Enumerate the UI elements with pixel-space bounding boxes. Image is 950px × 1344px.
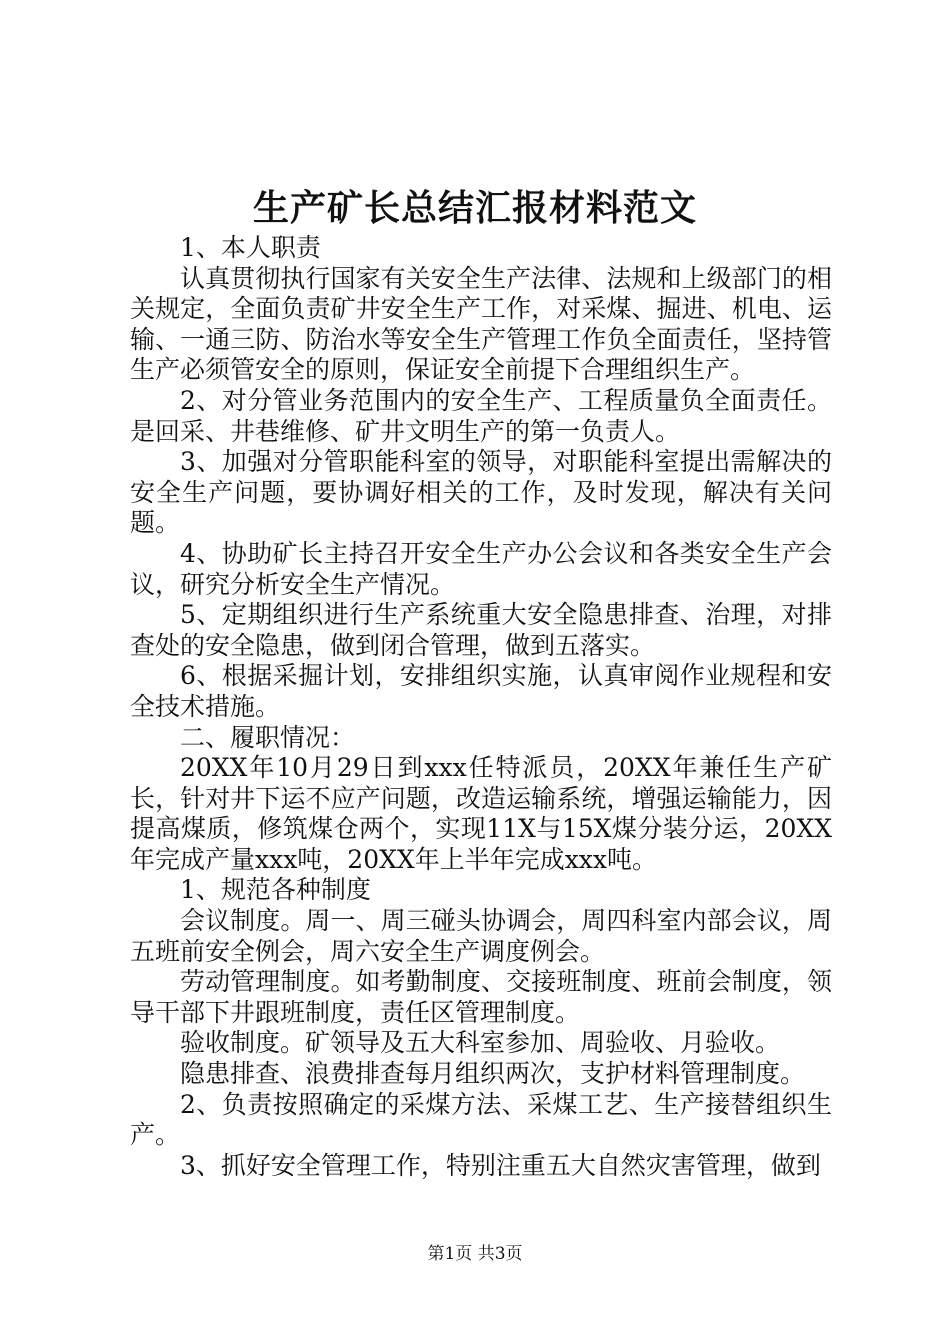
subsection-heading: 1、规范各种制度 [180,875,371,905]
paragraph: 20XX年10月29日到xxx任特派员，20XX年兼任生产矿长，针对井下运不应产问题，改造运输系统，增强运输能力，因提高煤质，修筑煤仓两个，实现11X与15X煤分装分运，20XX年完成产量xxx吨，20XX年上半年完成xxx吨。 [130,753,832,874]
document-body [130,233,832,1181]
paragraph: 5、定期组织进行生产系统重大安全隐患排查、治理，对排查处的安全隐患，做到闭合管理，做到五落实。 [130,600,832,660]
paragraph: 2、负责按照确定的采煤方法、采煤工艺、生产接替组织生产。 [130,1089,832,1150]
paragraph: 3、加强对分管职能科室的领导，对职能科室提出需解决的安全生产问题，要协调好相关的工作，及时发现，解决有关问题。 [130,447,832,538]
paragraph: 验收制度。矿领导及五大科室参加、周验收、月验收。 [180,1028,781,1058]
paragraph: 隐患排查、浪费排查每月组织两次，支护材料管理制度。 [180,1059,806,1089]
paragraph: 2、对分管业务范围内的安全生产、工程质量负全面责任。是回采、井巷维修、矿井文明生产的第一负责人。 [130,385,832,446]
page-number-footer: 第1页 共3页 [427,1244,523,1264]
paragraph: 会议制度。周一、周三碰头协调会，周四科室内部会议，周五班前安全例会，周六安全生产调度例会。 [130,906,832,966]
paragraph: 1、本人职责 [180,233,321,262]
paragraph: 劳动管理制度。如考勤制度、交接班制度、班前会制度，领导干部下井跟班制度，责任区管理制度。 [130,967,832,1027]
paragraph: 6、根据采掘计划，安排组织实施，认真审阅作业规程和安全技术措施。 [130,661,832,721]
section-heading: 二、履职情况： [180,722,356,752]
paragraph: 4、协助矿长主持召开安全生产办公会议和各类安全生产会议，研究分析安全生产情况。 [130,538,832,599]
document-title: 生产矿长总结汇报材料范文 [252,187,697,229]
paragraph: 认真贯彻执行国家有关安全生产法律、法规和上级部门的相关规定，全面负责矿井安全生产工作，对采煤、掘进、机电、运输、一通三防、防治水等安全生产管理工作负全面责任，坚持管生产必须管安全的原则，保证安全前提下合理组织生产。 [130,263,832,385]
paragraph: 3、抓好安全管理工作，特别注重五大自然灾害管理，做到 [180,1150,821,1180]
